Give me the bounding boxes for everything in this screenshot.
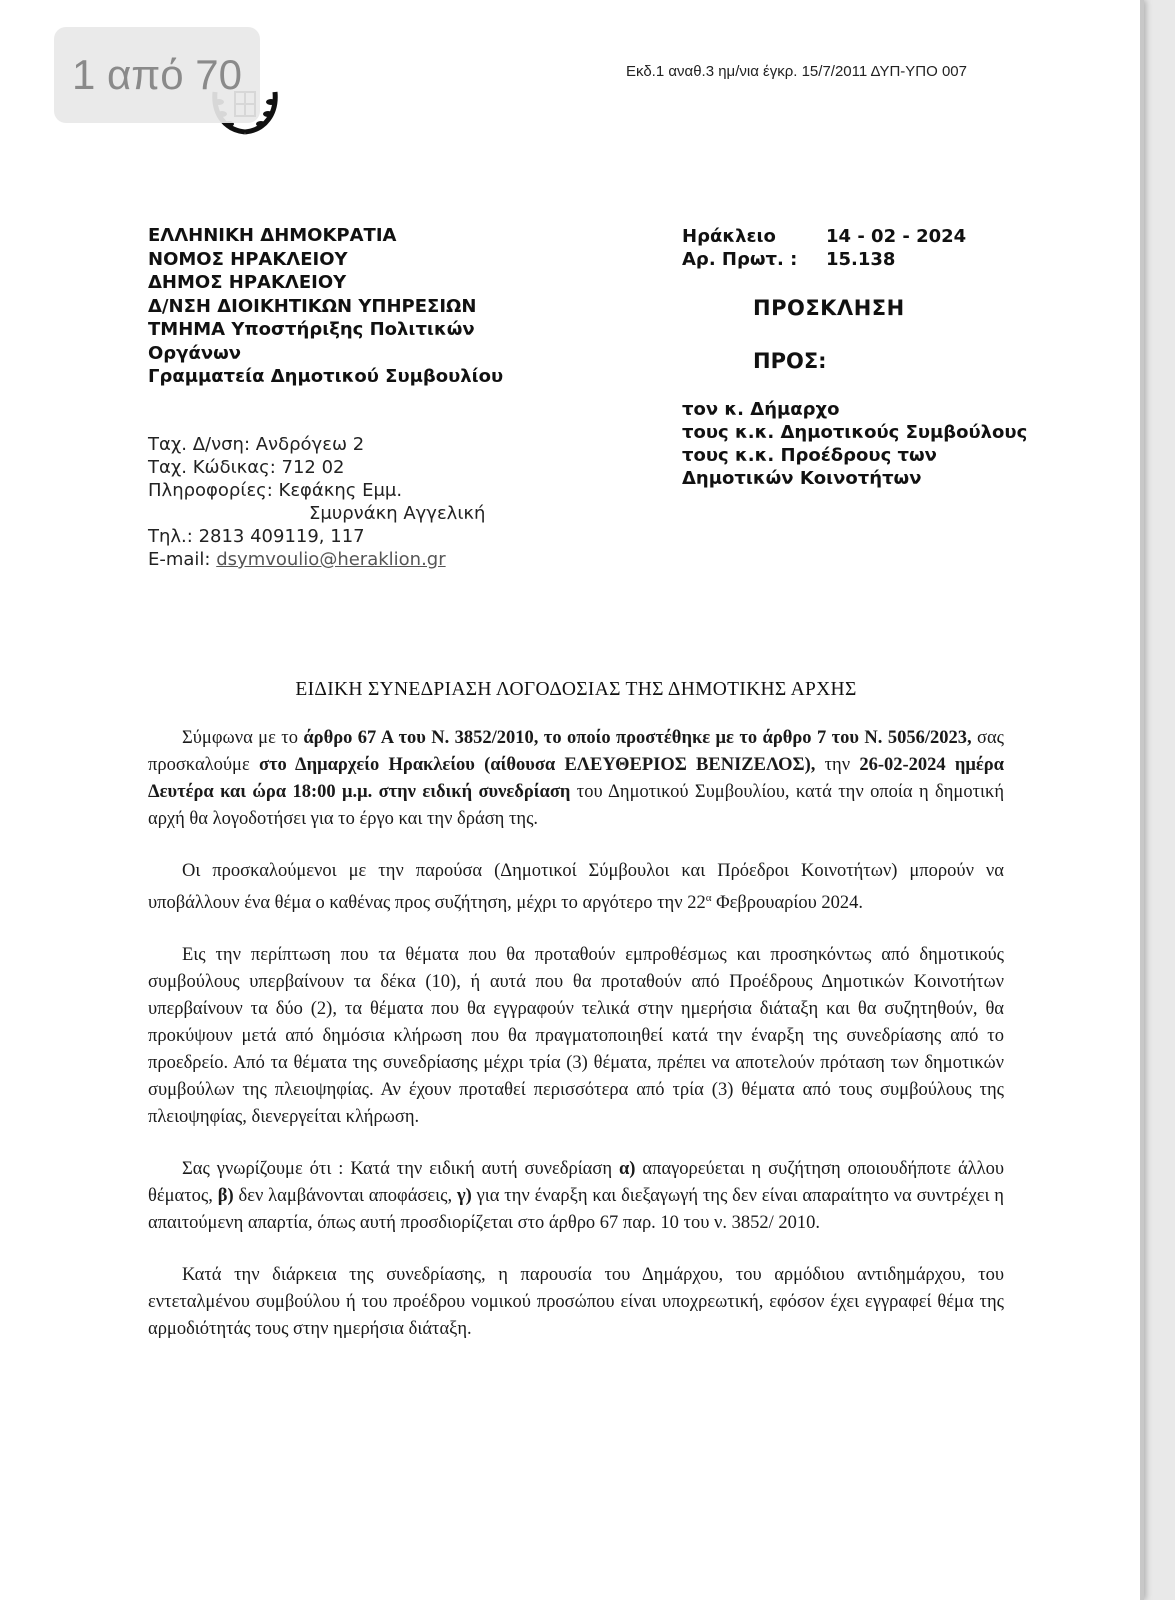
info-contact: Πληροφορίες: Κεφάκης Εμμ. [148,480,403,501]
sender-line: ΤΜΗΜΑ Υποστήριξης Πολιτικών [148,319,475,340]
paragraph-5: Κατά την διάρκεια της συνεδρίασης, η παρουσία του Δημάρχου, του αρμόδιου αντιδημάρχου, του εντεταλμένου συμβούλου ή του προέδρου νομικού προσώπου είναι υποχρεωτική, εφόσον έχει εγγραφεί θέμα της αρμοδιότητάς τους στην ημερήσια διάταξη. [148,1265,1004,1340]
paragraph-1: Σύμφωνα με το άρθρο 67 Α του Ν. 3852/2010, το οποίο προστέθηκε με το άρθρο 7 του Ν. 5056/2023, σας προσκαλούμε στο Δημαρχείο Ηρακλείου (αίθουσα ΕΛΕΥΘΕΡΙΟΣ ΒΕΝΙΖΕΛΟΣ), την 26-02-2024 ημέρα Δευτέρα και ώρα 18:00 μ.μ. στην ειδική συνεδρίαση του Δημοτικού Συμβουλίου, κατά την οποία η δημοτική αρχή θα λογοδοτήσει για το έργο και την δράση της. [148,728,1004,829]
email-label: E-mail: [148,549,217,570]
sender-line: ΕΛΛΗΝΙΚΗ ΔΗΜΟΚΡΑΤΙΑ [148,225,397,246]
body-text [148,725,1004,1368]
postcode: Ταχ. Κώδικας: 712 02 [148,457,345,478]
address: Ταχ. Δ/νση: Ανδρόγεω 2 [148,434,365,455]
sender-line: Γραμματεία Δημοτικού Συμβουλίου [148,366,504,387]
main-heading: ΕΙΔΙΚΗ ΣΥΝΕΔΡΙΑΣΗ ΛΟΓΟΔΟΣΙΑΣ ΤΗΣ ΔΗΜΟΤΙΚΗΣ ΑΡΧΗΣ [295,679,857,700]
protocol-number: 15.138 [826,249,896,270]
place-label: Ηράκλειο [682,226,776,247]
invitation-title: ΠΡΟΣΚΛΗΣΗ [753,296,905,320]
recipient: τον κ. Δήμαρχο [682,399,840,420]
sender-block [148,224,548,389]
protocol-label: Αρ. Πρωτ. : [682,249,798,270]
to-label: ΠΡΟΣ: [753,349,827,373]
sender-line: Δ/ΝΣΗ ΔΙΟΙΚΗΤΙΚΩΝ ΥΠΗΡΕΣΙΩΝ [148,295,477,317]
date-protocol-block [682,225,966,271]
sender-line: ΔΗΜΟΣ ΗΡΑΚΛΕΙΟΥ [148,272,347,293]
recipient: Δημοτικών Κοινοτήτων [682,468,922,489]
sender-line: Οργάνων [148,342,241,364]
email-link[interactable]: dsymvoulio@heraklion.gr [216,549,446,570]
sender-line: ΝΟΜΟΣ ΗΡΑΚΛΕΙΟΥ [148,248,348,270]
document-code: Εκδ.1 αναθ.3 ημ/νια έγκρ. 15/7/2011 ΔΥΠ-ΥΠΟ 007 [626,63,967,80]
contact-block [148,433,485,571]
email-row [148,548,485,571]
document-date: 14 - 02 - 2024 [826,226,967,247]
info-contact-second: Σμυρνάκη Αγγελική [309,503,486,524]
recipient: τους κ.κ. Προέδρους των [682,445,937,466]
recipient: τους κ.κ. Δημοτικούς Συμβούλους [682,422,1028,443]
paragraph-4: Σας γνωρίζουμε ότι : Κατά την ειδική αυτή συνεδρίαση α) απαγορεύεται η συζήτηση οποιουδήποτε άλλου θέματος, β) δεν λαμβάνονται αποφάσεις, γ) για την έναρξη και διεξαγωγή της δεν είναι απαραίτητο να συντρέχει η απαιτούμενη απαρτία, όπως αυτή προσδιορίζεται στο άρθρο 67 παρ. 10 του ν. 3852/ 2010. [148,1159,1004,1234]
paragraph-3: Εις την περίπτωση που τα θέματα που θα προταθούν εμπροθέσμως και προσηκόντως από δημοτικούς συμβούλους υπερβαίνουν τα δέκα (10), ή αυτά που θα προταθούν από Προέδρους Δημοτικών Κοινοτήτων υπερβαίνουν τα δύο (2), τα θέματα που θα εγγραφούν τελικά στην ημερήσια διάταξη και θα συζητηθούν, θα προκύψουν μετά από δημόσια κλήρωση που θα πραγματοποιηθεί κατά την έναρξη της συνεδρίασης από το προεδρείο. Από τα θέματα της συνεδρίασης μέχρι τρία (3) θέματα, πρέπει να αποτελούν πρόταση των δημοτικών συμβούλων της πλειοψηφίας. Αν έχουν προταθεί περισσότερα από τρία (3) θέματα από τους συμβούλους της πλειοψηφίας, διενεργείται κλήρωση. [148,945,1004,1128]
phone: Τηλ.: 2813 409119, 117 [148,526,365,547]
recipients-block [682,398,1027,490]
paragraph-2: Οι προσκαλούμενοι με την παρούσα (Δημοτικοί Σύμβουλοι και Πρόεδροι Κοινοτήτων) μπορούν να υποβάλλουν ένα θέμα ο καθένας προς συζήτηση, μέχρι το αργότερο την $22^\alpha$ Φεβρουαρίου 2024. [148,861,1004,914]
page-indicator: 1 από 70 [54,27,260,123]
